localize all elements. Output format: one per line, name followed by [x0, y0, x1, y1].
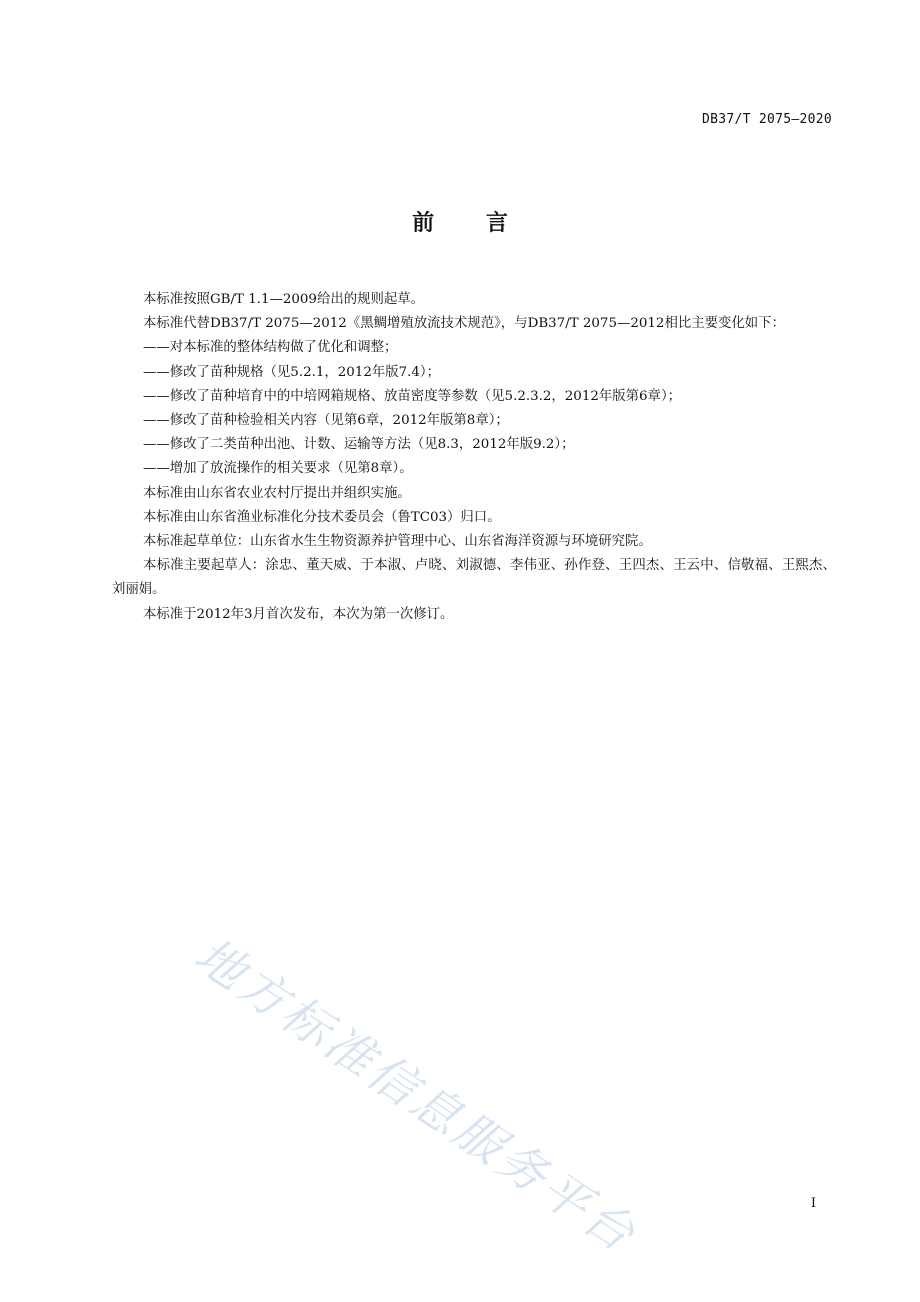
- list-item: ——修改了二类苗种出池、计数、运输等方法（见8.3，2012年版9.2）；: [143, 437, 575, 453]
- paragraph: 本标准按照GB/T 1.1—2009给出的规则起草。: [143, 292, 425, 307]
- page-number: I: [810, 1196, 816, 1211]
- paragraph: 本标准主要起草人：涂忠、董天威、于本淑、卢晓、刘淑德、李伟亚、孙作登、王四杰、王云中、信敬福、王熙杰、刘丽娟。: [112, 558, 836, 598]
- list-item: ——增加了放流操作的相关要求（见第8章）。: [143, 461, 413, 477]
- list-item: ——修改了苗种培育中的中培网箱规格、放苗密度等参数（见5.2.3.2，2012年版第6章）；: [143, 388, 682, 404]
- paragraph: 本标准起草单位：山东省水生生物资源养护管理中心、山东省海洋资源与环境研究院。: [143, 534, 652, 550]
- list-item: ——修改了苗种检验相关内容（见第6章，2012年版第8章）；: [143, 413, 509, 429]
- paragraph: 本标准代替DB37/T 2075—2012《黑鲷增殖放流技术规范》，与DB37/T 2075—2012相比主要变化如下：: [143, 316, 785, 332]
- paragraph: 本标准由山东省渔业标准化分技术委员会（鲁TC03）归口。: [143, 509, 501, 525]
- page-title: 前 言: [412, 211, 530, 236]
- list-item: ——对本标准的整体结构做了优化和调整；: [143, 340, 398, 356]
- standard-code: DB37/T 2075—2020: [701, 112, 832, 127]
- list-item: ——修改了苗种规格（见5.2.1，2012年版7.4）；: [143, 364, 440, 380]
- foreword-body: [112, 288, 836, 627]
- watermark: 地方标准信息服务平台: [184, 927, 647, 1265]
- paragraph: 本标准于2012年3月首次发布，本次为第一次修订。: [143, 606, 454, 622]
- paragraph: 本标准由山东省农业农村厅提出并组织实施。: [143, 485, 411, 501]
